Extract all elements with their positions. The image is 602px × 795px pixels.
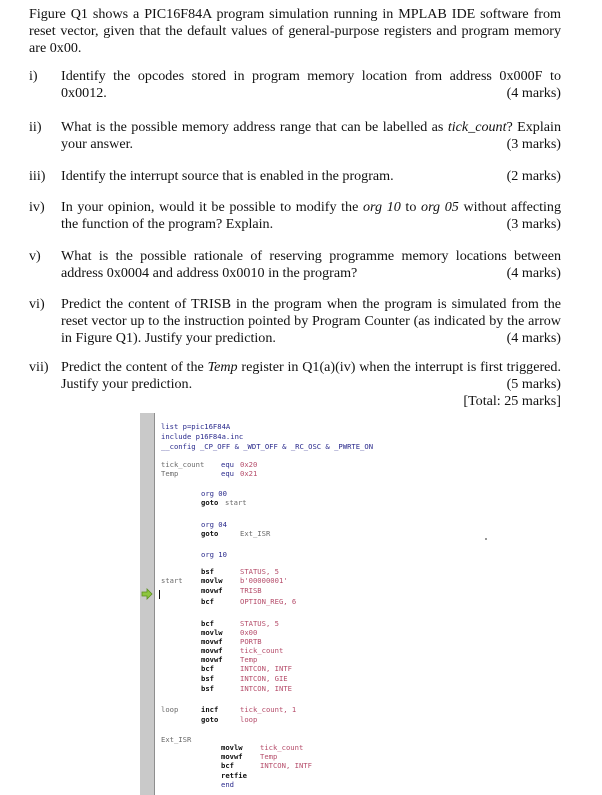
- code-op: movlw: [221, 743, 243, 752]
- stray-mark: [485, 538, 487, 540]
- code-op: movlw: [201, 576, 223, 585]
- code-op: incf: [201, 705, 219, 714]
- gutter-divider: [154, 413, 155, 795]
- code-arg: OPTION_REG, 6: [240, 597, 297, 606]
- code-op: equ: [221, 469, 234, 478]
- code-arg: b'00000001': [240, 576, 288, 585]
- code-arg: tick_count: [240, 646, 284, 655]
- question-7: [29, 359, 561, 393]
- code-op: movwf: [201, 586, 223, 595]
- code-directive: org 10: [201, 550, 227, 559]
- code-op: bcf: [201, 597, 214, 606]
- code-op: bcf: [201, 619, 214, 628]
- question-number: v): [29, 248, 41, 264]
- text-cursor: [159, 590, 160, 599]
- question-marks: (3 marks): [506, 136, 561, 152]
- question-number: vii): [29, 359, 49, 375]
- code-line: __config _CP_OFF & _WDT_OFF & _RC_OSC & _PWRTE_ON: [161, 442, 374, 451]
- code-arg: INTCON, INTF: [260, 761, 312, 770]
- code-op: movwf: [201, 637, 223, 646]
- code-directive: end: [221, 780, 234, 789]
- question-number: iv): [29, 199, 45, 215]
- code-arg: INTCON, GIE: [240, 674, 288, 683]
- code-op: movlw: [201, 628, 223, 637]
- code-arg: Temp: [240, 655, 258, 664]
- code-line: include p16F84a.inc: [161, 432, 244, 441]
- code-label: Temp: [161, 469, 179, 478]
- code-line: list p=pic16F84A: [161, 422, 231, 431]
- code-arg: 0x21: [240, 469, 258, 478]
- question-text: Identify the opcodes stored in program memory location from address 0x000F to 0x0012.: [61, 68, 561, 101]
- code-label: loop: [161, 705, 179, 714]
- code-arg: STATUS, 5: [240, 619, 279, 628]
- code-op: bcf: [221, 761, 234, 770]
- question-marks: (4 marks): [506, 330, 561, 346]
- question-3: [29, 168, 561, 185]
- program-counter-arrow-icon: [141, 588, 153, 600]
- code-arg: INTCON, INTE: [240, 684, 292, 693]
- code-label: start: [161, 576, 183, 585]
- code-arg: 0x00: [240, 628, 258, 637]
- code-figure: [140, 413, 466, 795]
- question-6: [29, 296, 561, 347]
- question-marks: (5 marks): [506, 376, 561, 392]
- code-arg: tick_count, 1: [240, 705, 297, 714]
- code-op: equ: [221, 460, 234, 469]
- code-op: goto: [201, 715, 219, 724]
- code-label: Ext_ISR: [161, 735, 192, 744]
- question-1: [29, 68, 561, 102]
- code-op: movwf: [221, 752, 243, 761]
- code-arg: STATUS, 5: [240, 567, 279, 576]
- question-text: In your opinion, would it be possible to modify the org 10 to org 05 without affecting the function of the program? Explain.: [61, 199, 562, 232]
- code-op: goto: [201, 529, 219, 538]
- editor-gutter: [140, 413, 154, 795]
- question-marks: (4 marks): [506, 85, 561, 101]
- question-marks: (2 marks): [506, 168, 561, 184]
- question-text: What is the possible rationale of reserving programme memory locations between address 0x0004 and address 0x0010 in the program?: [61, 248, 561, 281]
- question-text: Identify the interrupt source that is enabled in the program.: [61, 168, 394, 184]
- question-2: [29, 119, 561, 153]
- code-arg: PORTB: [240, 637, 262, 646]
- code-op: bsf: [201, 567, 214, 576]
- code-op: bsf: [201, 674, 214, 683]
- code-op: goto: [201, 498, 219, 507]
- question-4: [29, 199, 561, 233]
- total-marks: [Total: 25 marks]: [463, 393, 561, 409]
- code-label: tick_count: [161, 460, 205, 469]
- code-op: bcf: [201, 664, 214, 673]
- code-op: movwf: [201, 646, 223, 655]
- question-number: vi): [29, 296, 45, 312]
- intro-paragraph: Figure Q1 shows a PIC16F84A program simulation running in MPLAB IDE software from reset vector, given that the default values of general-purpose registers and program memory are 0x00.: [29, 6, 561, 56]
- code-arg: INTCON, INTF: [240, 664, 292, 673]
- code-directive: org 04: [201, 520, 227, 529]
- question-marks: (4 marks): [506, 265, 561, 281]
- code-op: bsf: [201, 684, 214, 693]
- question-text: Predict the content of the Temp register in Q1(a)(iv) when the interrupt is first triggered. Justify your prediction.: [61, 359, 562, 392]
- code-op: retfie: [221, 771, 247, 780]
- question-marks: (3 marks): [506, 216, 561, 232]
- code-arg: Temp: [260, 752, 278, 761]
- code-arg: 0x20: [240, 460, 258, 469]
- code-arg: Ext_ISR: [240, 529, 271, 538]
- code-op: movwf: [201, 655, 223, 664]
- question-text: What is the possible memory address range that can be labelled as tick_count? Explain your answer.: [61, 119, 561, 152]
- question-text: Predict the content of TRISB in the program when the program is simulated from the reset vector up to the instruction pointed by Program Counter (as indicated by the arrow in Figure Q1). Justify your prediction.: [61, 296, 561, 346]
- question-number: iii): [29, 168, 46, 184]
- code-arg: loop: [240, 715, 258, 724]
- code-directive: org 00: [201, 489, 227, 498]
- question-5: [29, 248, 561, 282]
- code-arg: tick_count: [260, 743, 304, 752]
- question-number: ii): [29, 119, 42, 135]
- code-arg: start: [225, 498, 247, 507]
- code-arg: TRISB: [240, 586, 262, 595]
- question-number: i): [29, 68, 38, 84]
